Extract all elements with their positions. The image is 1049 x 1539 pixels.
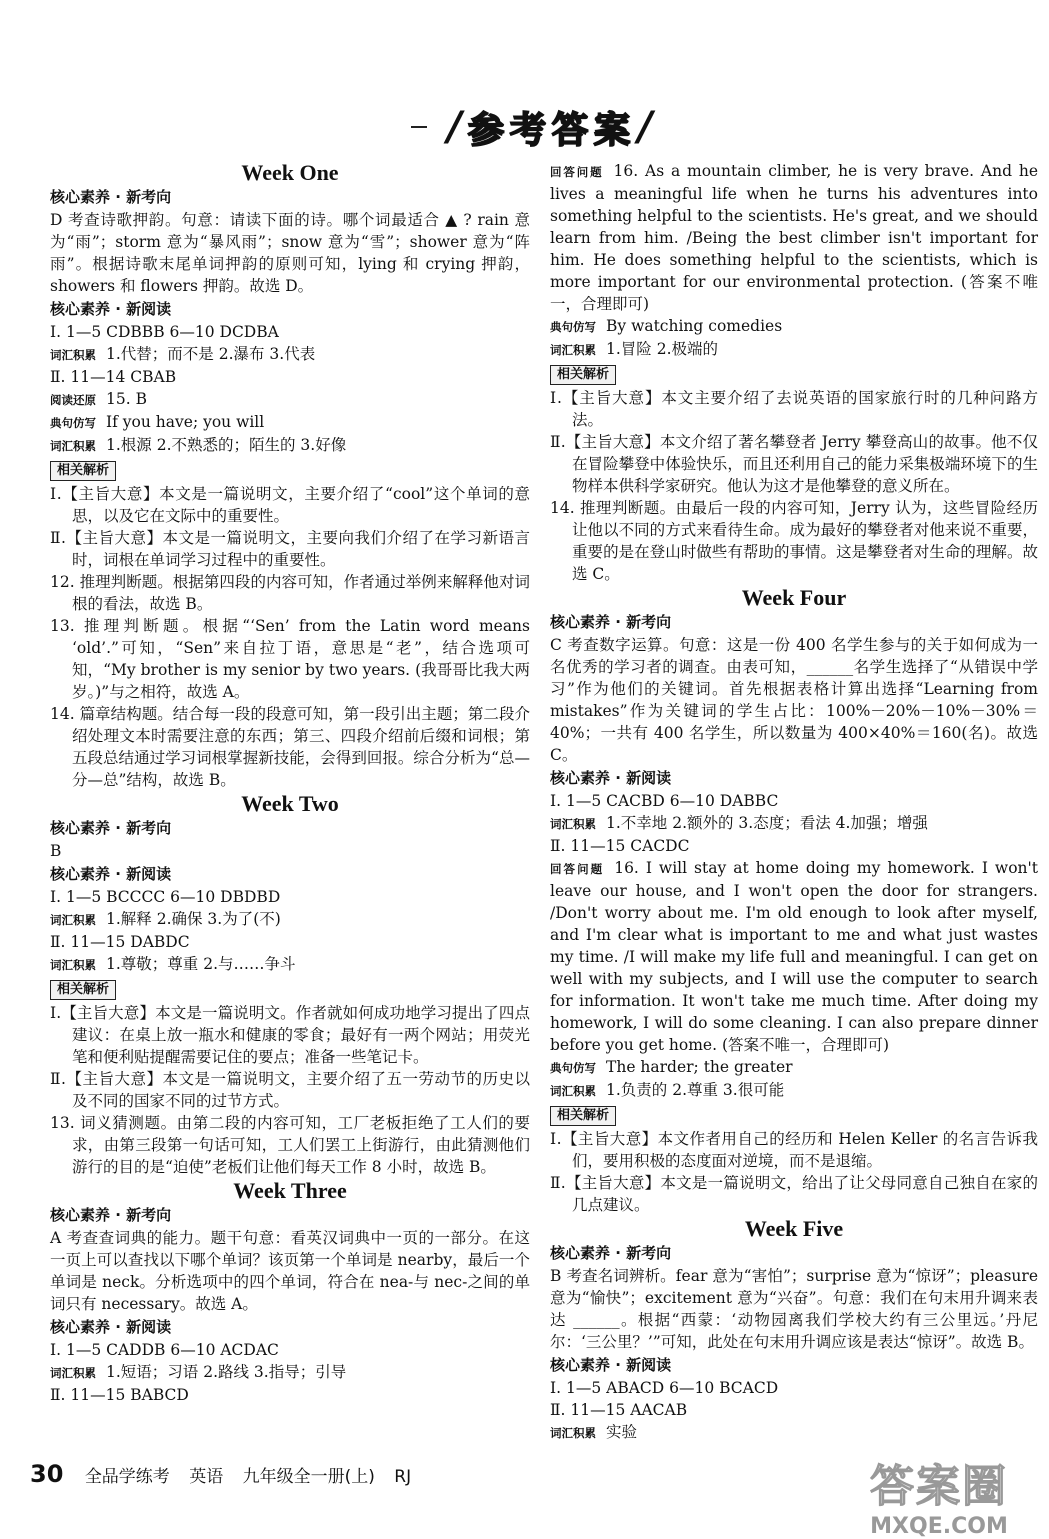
grade-name: 九年级全一册(上): [242, 1467, 375, 1487]
analysis-text: Ⅱ.【主旨大意】本文介绍了著名攀登者 Jerry 攀登高山的故事。他不仅在冒险攀登中体验快乐，而且还利用自己的能力采集极端环境下的生物样本供科学家研究。他认为这才是他攀登的意义所在。: [550, 433, 1038, 495]
item-label: 回答问题: [550, 165, 604, 179]
analysis-text: Ⅰ.【主旨大意】本文作者用自己的经历和 Helen Keller 的名言告诉我们，要用积极的态度面对逆境，而不是退缩。: [550, 1130, 1038, 1170]
banner-char: 考: [509, 109, 548, 151]
answer-line: 词汇积累 实验: [550, 1423, 638, 1441]
answer-line: 阅读还原 15. B: [50, 390, 147, 408]
analysis-text: Ⅰ.【主旨大意】本文是一篇说明文，主要介绍了“cool”这个单词的意思，以及它在文际中的重要性。: [50, 485, 530, 525]
item-label: 词汇积累: [550, 343, 596, 357]
answer-line: Ⅱ. 11—15 CACDC: [550, 837, 690, 855]
section-heading: 核心素养 · 新考向: [550, 1244, 672, 1262]
answer-text: B 考查名词辨析。fear 意为“害怕”；surprise 意为“惊讶”；pleasure 意为“愉快”；excitement 意为“兴奋”。句意：我们在句末用升调来表达 ______。根据“西蒙：‘动物园离我们学校大约有三公里远。’丹尼尔：‘三公里？’”可知，此处在句末用升调应该是表达“惊讶”。故选 B。: [550, 1267, 1038, 1351]
section-heading: 核心素养 · 新考向: [50, 1206, 172, 1224]
answer-line: 典句仿写 If you have; you will: [50, 413, 265, 431]
answer-banner: [395, 98, 675, 156]
week-five-title: Week Five: [744, 1216, 844, 1241]
banner-slash-left: /: [447, 104, 462, 150]
item-label: 词汇积累: [50, 348, 96, 362]
answer-line: Ⅰ. 1—5 BCCCC 6—10 DBDBD: [50, 888, 281, 906]
item-label: 典句仿写: [550, 1061, 596, 1075]
answer-line: Ⅰ. 1—5 CADDB 6—10 ACDAC: [50, 1341, 279, 1359]
analysis-text: 14. 推理判断题。由最后一段的内容可知，Jerry 认为，这些冒险经历让他以不同的方式来看待生命。成为最好的攀登者对他来说不重要，重要的是在登山时做些有帮助的事情。这是攀登者对生命的理解。故选 C。: [550, 499, 1038, 583]
answer-text: 回答问题 16. I will stay at home doing my homework. I won't leave our house, and I won't open the door for strangers. /Don't worry about me. I'm old enough to look after myself, and I'm clear what is important to me and what just wastes my time. /I will make my life full and meaningful. I can get on well with my subjects, and I will use the computer to search for information. It won't take me much time. After doing my homework, I will do some cleaning. I can also prepare dinner before you get home. (答案不唯一，合理即可): [550, 859, 1039, 1054]
analysis-tag: 相关解析: [550, 365, 616, 385]
brand-name: 全品学练考: [84, 1467, 170, 1487]
analysis-text: Ⅰ.【主旨大意】本文主要介绍了去说英语的国家旅行时的几种问路方法。: [550, 389, 1038, 429]
answer-line: 词汇积累 1.根源 2.不熟悉的；陌生的 3.好像: [50, 436, 347, 454]
answer-line: 典句仿写 By watching comedies: [550, 317, 783, 335]
section-heading: 核心素养 · 新阅读: [50, 300, 172, 318]
answer-line: 词汇积累 1.解释 2.确保 3.为了(不): [50, 910, 281, 928]
week-three-title: Week Three: [233, 1178, 347, 1203]
answer-line: Ⅱ. 11—15 BABCD: [50, 1386, 189, 1404]
item-label: 阅读还原: [50, 393, 96, 407]
watermark-logo: [870, 1450, 1008, 1539]
analysis-tag: 相关解析: [50, 980, 116, 1000]
section-heading: 核心素养 · 新考向: [550, 613, 672, 631]
answer-line: Ⅱ. 11—15 AACAB: [550, 1401, 688, 1419]
section-heading: 核心素养 · 新考向: [50, 188, 172, 206]
analysis-text: 14. 篇章结构题。结合每一段的段意可知，第一段引出主题；第二段介绍处理文本时需要注意的东西；第三、四段介绍前后缀和词根；第五段总结通过学习词根掌握新技能，会得到回报。综合分析为“总—分—总”结构，故选 B。: [50, 705, 530, 789]
section-heading: 核心素养 · 新阅读: [550, 1356, 672, 1374]
analysis-text: Ⅱ.【主旨大意】本文是一篇说明文，主要向我们介绍了在学习新语言时，词根在单词学习过程中的重要性。: [50, 529, 530, 569]
answer-line: Ⅱ. 11—14 CBAB: [50, 368, 177, 386]
left-column: [50, 160, 530, 1406]
answer-text: B: [50, 842, 62, 860]
week-four-title: Week Four: [741, 585, 847, 610]
section-heading: 核心素养 · 新阅读: [50, 1318, 172, 1336]
subject-name: 英语: [189, 1467, 224, 1487]
analysis-tag: 相关解析: [50, 461, 116, 481]
answer-line: 词汇积累 1.短语；习语 2.路线 3.指导；引导: [50, 1363, 347, 1381]
edition-code: RJ: [394, 1467, 412, 1487]
watermark-url: MXQE.COM: [870, 1514, 1008, 1539]
banner-slash-right: /: [638, 104, 653, 150]
section-heading: 核心素养 · 新考向: [50, 819, 172, 837]
item-label: 回答问题: [550, 862, 605, 876]
item-label: 词汇积累: [550, 1426, 596, 1440]
answer-line: Ⅰ. 1—5 ABACD 6—10 BCACD: [550, 1379, 779, 1397]
section-heading: 核心素养 · 新阅读: [550, 769, 672, 787]
analysis-text: 12. 推理判断题。根据第四段的内容可知，作者通过举例来解释他对词根的看法，故选 B。: [50, 573, 530, 613]
banner-char: 案: [594, 109, 633, 151]
item-label: 词汇积累: [50, 913, 96, 927]
banner-char: 参: [467, 109, 506, 151]
analysis-tag: 相关解析: [550, 1106, 616, 1126]
right-column: [550, 160, 1038, 1444]
analysis-text: Ⅰ.【主旨大意】本文是一篇说明文。作者就如何成功地学习提出了四点建议：在桌上放一瓶水和健康的零食；最好有一两个网站；用荧光笔和便利贴提醒需要记住的要点；准备一些笔记卡。: [50, 1004, 530, 1066]
answer-text: D 考查诗歌押韵。句意：请读下面的诗。哪个词最适合 ▲ ? rain 意为“雨”；storm 意为“暴风雨”；snow 意为“雪”；shower 意为“阵雨”。根据诗歌末尾单词押韵的原则可知，lying 和 crying 押韵，showers 和 flowers 押韵。故选 D。: [50, 211, 530, 295]
item-label: 词汇积累: [550, 817, 596, 831]
answer-line: Ⅰ. 1—5 CACBD 6—10 DABBC: [550, 792, 779, 810]
section-heading: 核心素养 · 新阅读: [50, 865, 172, 883]
banner-dash: [411, 126, 427, 128]
item-label: 典句仿写: [50, 416, 96, 430]
answer-text: 回答问题 16. As a mountain climber, he is very brave. And he lives a meaningful life when he turns his adventures into something helpful to the scientists. He's great, and we should learn from him. /Being the best climber isn't important for him. He does something helpful to the scientists, which is more important for our environmental protection. (答案不唯一，合理即可): [550, 162, 1038, 313]
answer-line: 词汇积累 1.尊敬；尊重 2.与……争斗: [50, 955, 296, 973]
item-label: 词汇积累: [50, 439, 96, 453]
page-number: 30: [30, 1460, 64, 1488]
answer-line: 词汇积累 1.冒险 2.极端的: [550, 340, 719, 358]
answer-line: 词汇积累 1.负责的 2.尊重 3.很可能: [550, 1081, 785, 1099]
analysis-text: Ⅱ.【主旨大意】本文是一篇说明文，给出了让父母同意自己独自在家的几点建议。: [550, 1174, 1038, 1214]
answer-line: 词汇积累 1.代替；而不是 2.瀑布 3.代表: [50, 345, 316, 363]
answer-line: Ⅰ. 1—5 CDBBB 6—10 DCDBA: [50, 323, 279, 341]
item-label: 词汇积累: [550, 1084, 596, 1098]
page-footer: [30, 1460, 425, 1488]
banner-char: 答: [552, 109, 591, 151]
item-label: 词汇积累: [50, 1366, 96, 1380]
analysis-text: 13. 词义猜测题。由第二段的内容可知，工厂老板拒绝了工人们的要求，由第三段第一句话可知，工人们罢工上街游行，由此猜测他们游行的目的是“迫使”老板们让他们每天工作 8 小时，故选 B。: [50, 1114, 530, 1176]
week-one-title: Week One: [241, 160, 339, 185]
answer-line: 典句仿写 The harder; the greater: [550, 1058, 793, 1076]
item-label: 词汇积累: [50, 958, 96, 972]
answer-text: A 考查查词典的能力。题干句意：看英汉词典中一页的一部分。在这一页上可以查找以下哪个单词？该页第一个单词是 nearby，最后一个单词是 neck。分析选项中的四个单词，符合在 nea-与 nec-之间的单词只有 necessary。故选 A。: [50, 1229, 530, 1313]
week-two-title: Week Two: [241, 791, 339, 816]
watermark-title: 答案圈: [870, 1461, 1008, 1512]
answer-line: 词汇积累 1.不幸地 2.额外的 3.态度；看法 4.加强；增强: [550, 814, 928, 832]
item-label: 典句仿写: [550, 320, 596, 334]
answer-text: C 考查数字运算。句意：这是一份 400 名学生参与的关于如何成为一名优秀的学习者的调查。由表可知，______名学生选择了“从错误中学习”作为他们的关键词。首先根据表格计算出选择“Learning from mistakes”作为关键词的学生占比：100%－20%－10%－30%＝40%；一共有 400 名学生，所以数量为 400×40%＝160(名)。故选 C。: [550, 636, 1038, 764]
analysis-text: 13. 推理判断题。根据“‘Sen’ from the Latin word means ‘old’.”可知，“Sen”来自拉丁语，意思是“老”，结合选项可知，“My brother is my senior by two years. (我哥哥比我大两岁。)”与之相符，故选 A。: [50, 617, 530, 701]
answer-line: Ⅱ. 11—15 DABDC: [50, 933, 190, 951]
analysis-text: Ⅱ.【主旨大意】本文是一篇说明文，主要介绍了五一劳动节的历史以及不同的国家不同的过节方式。: [50, 1070, 530, 1110]
